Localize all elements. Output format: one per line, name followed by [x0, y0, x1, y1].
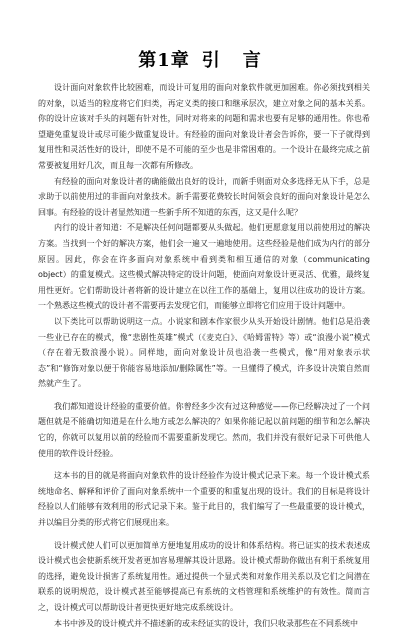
paragraph-4: 以下类比可以帮助说明这一点。小说家和剧本作家很少从头开始设计剧情。他们总是沿袭一些业已存在的模式，像“悲剧性英雄”模式（《麦克白》、《哈姆雷特》等）或“浪漫小说”模式（存在着无数浪漫小说）。同样地，面向对象设计员也沿袭一些模式，像“用对象表示状态”和“修饰对象以便于你能容易地添加/删除属性”等。一旦懂得了模式，许多设计决策自然而然就产生了。	[38, 316, 370, 389]
chapter-number: 第1章	[138, 50, 190, 71]
paragraph-2: 有经验的面向对象设计者的确能做出良好的设计，而新手则面对众多选择无从下手，总是求助于以前使用过的非面向对象技术。新手需要花费较长时间领会良好的面向对象设计是怎么回事。有经验的设计者显然知道一些新手所不知道的东西，这又是什么呢？	[38, 176, 370, 217]
paragraph-6: 这本书的目的就是将面向对象软件的设计经验作为设计模式记录下来。每一个设计模式系统地命名、解释和评价了面向对象系统中一个重要的和重复出现的设计。我们的目标是将设计经验以人们能够有效利用的形式记录下来。鉴于此目的，我们编写了一些最重要的设计模式，并以编目分类的形式将它们展现出来。	[38, 471, 370, 528]
paragraph-5: 我们都知道设计经验的重要价值。你曾经多少次有过这种感觉——你已经解决过了一个问题但就是不能确切知道是在什么地方或怎么解决的？如果你能记起以前问题的细节和怎么解决它的，你就可以复用以前的经验而不需要重新发现它。然而，我们并没有很好记录下可供他人使用的软件设计经验。	[38, 401, 370, 458]
paragraph-8: 本书中涉及的设计模式并不描述新的或未经证实的设计，我们只收录那些在不同系统中	[54, 618, 358, 628]
paragraph-7: 设计模式使人们可以更加简单方便地复用成功的设计和体系结构。将已证实的技术表述成设计模式也会使新系统开发者更加容易理解其设计思路。设计模式帮助你做出有利于系统复用的选择，避免设计损害了系统复用性。通过提供一个显式类和对象作用关系以及它们之间潜在联系的说明规范，设计模式甚至能够提高已有系统的文档管理和系统维护的有效性。简而言之，设计模式可以帮助设计者更快更好地完成系统设计。	[38, 540, 370, 612]
chapter-word-1: 引	[201, 50, 221, 71]
paragraph-3: 内行的设计者知道：不是解决任何问题都要从头做起。他们更愿意复用以前使用过的解决方案。当找到一个好的解决方案，他们会一遍又一遍地使用。这些经验是他们成为内行的部分原因。因此，你会在许多面向对象系统中看到类和相互通信的对象（communicating object）的重复模式。这些模式解决特定的设计问题，使面向对象设计更灵活、优雅，最终复用性更好。它们帮助设计者将新的设计建立在以往工作的基础上，复用以往成功的设计方案。一个熟悉这些模式的设计者不需要再去发现它们，而能够立即将它们应用于设计问题中。	[38, 223, 370, 311]
chapter-title	[0, 46, 400, 72]
chapter-body	[38, 80, 370, 631]
paragraph-1: 设计面向对象软件比较困难，而设计可复用的面向对象软件就更加困难。你必须找到相关的对象，以适当的粒度将它们归类，再定义类的接口和继承层次，建立对象之间的基本关系。你的设计应该对手头的问题有针对性，同时对将来的问题和需求也要有足够的通用性。你也希望避免重复设计或尽可能少做重复设计。有经验的面向对象设计者会告诉你，要一下子就得到复用性和灵活性好的设计，即使不是不可能的至少也是非常困难的。一个设计在最终完成之前常要被复用好几次，而且每一次都有所修改。	[38, 83, 370, 170]
chapter-word-2: 言	[242, 50, 262, 71]
